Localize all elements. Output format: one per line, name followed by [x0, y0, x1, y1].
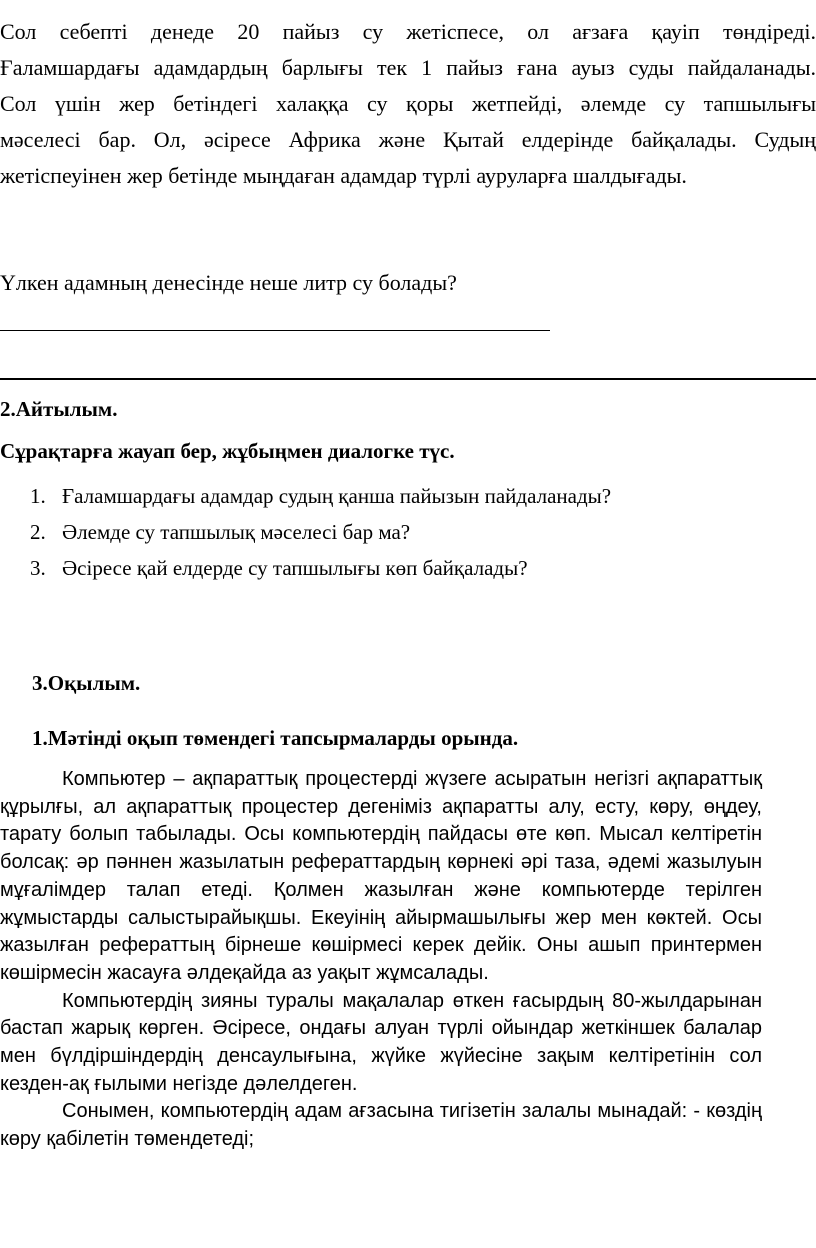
intro-line: Сол себепті денеде 20 пайыз су жетіспесе, ол ағзаға қауіп төндіреді. [0, 19, 816, 44]
section-3-task: 1.Мәтінді оқып төмендегі тапсырмаларды орында. [32, 726, 519, 750]
reading-paragraph: Сонымен, компьютердің адам ағзасына тигізетін залалы мынадай: - көздің көру қабілетін төмендетеді; [0, 1100, 762, 1151]
list-item-number: 3. [30, 556, 46, 580]
reading-paragraph: Компьютер – ақпараттық процестерді жүзеге асыратын негізгі ақпараттық құрылғы, ал ақпараттық процестер дегеніміз ақпаратты алу, есту, көру, өңдеу, тарату болып табылады. Осы компьютердің пайдасы өте көп. Мысал келтіретін болсақ: әр пәннен жазылатын рефераттардың көрнекі әрі таза, әдемі жазылуын мұғалімдер талап етеді. Қолмен жазылған және компьютерде терілген жұмыстарды салыстырайықшы. Екеуінің айырмашылығы жер мен көктей. Осы жазылған рефераттың бірнеше көшірмесі керек дейік. Оны ашып принтермен көшірмесін жасауға әлдеқайда аз уақыт жұмсалады. [0, 768, 762, 984]
answer-line[interactable] [0, 330, 550, 331]
list-item [0, 550, 611, 586]
question-text: Үлкен адамның денесінде неше литр су болады? [0, 270, 457, 295]
list-item [0, 514, 611, 550]
list-item [0, 478, 611, 514]
list-item-text: Әлемде су тапшылық мәселесі бар ма? [62, 520, 411, 544]
section-divider [0, 378, 816, 380]
intro-line: жетіспеуінен жер бетінде мыңдаған адамдар түрлі ауруларға шалдығады. [0, 163, 687, 188]
intro-line: Сол үшін жер бетіндегі халаққа су қоры жетпейді, әлемде су тапшылығы [0, 91, 816, 116]
section-2-task: Сұрақтарға жауап бер, жұбыңмен диалогке түс. [0, 439, 455, 463]
list-item-number: 2. [30, 520, 46, 544]
section-2-heading: 2.Айтылым. [0, 397, 118, 421]
reading-paragraph: Компьютердің зияны туралы мақалалар өткен ғасырдың 80-жылдарынан бастап жарық көрген. Әсіресе, ондағы алуан түрлі ойындар жеткіншек балалар мен бүлдіршіндердің денсаулығына, жүйке жүйесіне зақым келтіретінін сол кезден-ақ ғылыми негізде дәлелдеген. [0, 989, 762, 1095]
intro-line: Ғаламшардағы адамдардың барлығы тек 1 пайыз ғана ауыз суды пайдаланады. [0, 55, 816, 80]
list-item-number: 1. [30, 484, 46, 508]
intro-line: мәселесі бар. Ол, әсіресе Африка және Қытай елдерінде байқалады. Судың [0, 127, 816, 152]
reading-text [0, 766, 762, 1154]
list-item-text: Ғаламшардағы адамдар судың қанша пайызын пайдаланады? [62, 484, 612, 508]
list-item-text: Әсіресе қай елдерде су тапшылығы көп байқалады? [62, 556, 528, 580]
questions-list [0, 478, 611, 586]
intro-paragraph [0, 14, 816, 194]
section-3-heading: 3.Оқылым. [32, 671, 141, 695]
